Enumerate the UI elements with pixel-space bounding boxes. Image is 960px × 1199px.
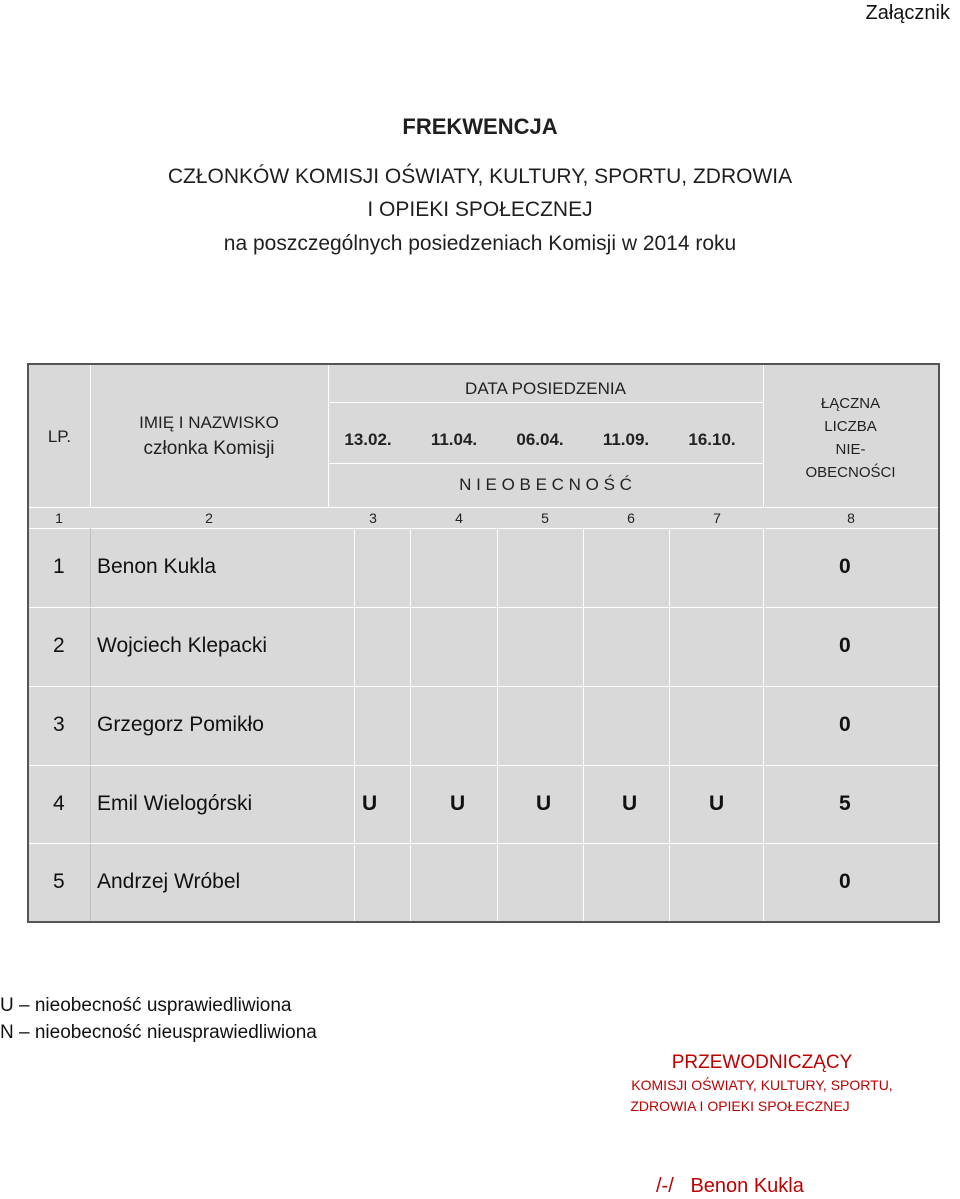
column-number-6: 6 [627,510,635,526]
absence-header: N I E O B E C N O Ś Ć [459,475,632,494]
row-4-name: Emil Wielogórski [97,792,253,815]
row-5-total: 0 [839,870,851,893]
column-number-5: 5 [541,510,549,526]
row-4-mark-2: U [450,792,466,815]
dates-header: DATA POSIEDZENIA [465,379,626,398]
total-header-line-1: ŁĄCZNA [820,395,881,412]
column-number-3: 3 [369,510,377,526]
date-1: 13.02. [344,430,392,449]
chair-committee-line-2: ZDROWIA I OPIEKI SPOŁECZNEJ [630,1098,850,1114]
attendance-table [27,363,940,923]
column-name-header-line-2: członka Komisji [143,438,275,459]
row-1-total: 0 [839,555,851,578]
document-title: FREKWENCJA [402,114,558,139]
total-header-line-4: OBECNOŚCI [805,464,896,481]
date-4: 11.09. [602,430,650,449]
date-3: 06.04. [516,430,564,449]
total-header-line-2: LICZBA [824,418,877,435]
row-3-total: 0 [839,713,851,736]
row-5-lp: 5 [53,870,65,893]
subtitle-line-3: na poszczególnych posiedzeniach Komisji w 2014 roku [223,232,737,255]
column-number-2: 2 [205,510,213,526]
date-5: 16.10. [688,430,736,449]
row-2-name: Wojciech Klepacki [97,634,268,657]
subtitle-line-1: CZŁONKÓW KOMISJI OŚWIATY, KULTURY, SPORTU, ZDROWIA [167,165,793,188]
legend-n: N – nieobecność nieusprawiedliwiona [0,1022,317,1043]
column-number-1: 1 [55,510,63,526]
row-4-lp: 4 [53,792,65,815]
row-3-lp: 3 [53,713,65,736]
row-1-name: Benon Kukla [97,555,217,578]
row-4-mark-1: U [362,792,378,815]
legend-u: U – nieobecność usprawiedliwiona [0,995,292,1016]
column-number-4: 4 [455,510,463,526]
chair-committee-line-1: KOMISJI OŚWIATY, KULTURY, SPORTU, [631,1077,893,1093]
row-4-mark-3: U [536,792,552,815]
total-header-line-3: NIE- [835,441,866,458]
column-number-7: 7 [713,510,721,526]
row-2-total: 0 [839,634,851,657]
row-3-name: Grzegorz Pomikło [97,713,264,736]
column-name-header-line-1: IMIĘ I NAZWISKO [139,413,279,432]
row-1-lp: 1 [53,555,65,578]
column-number-8: 8 [847,510,855,526]
date-2: 11.04. [430,430,478,449]
signature: /-/ Benon Kukla [656,1175,804,1197]
row-4-mark-4: U [622,792,638,815]
row-4-mark-5: U [709,792,725,815]
subtitle-line-2: I OPIEKI SPOŁECZNEJ [367,198,593,221]
row-2-lp: 2 [53,634,65,657]
attachment-label: Załącznik [865,2,950,24]
row-5-name: Andrzej Wróbel [97,870,241,893]
column-lp-header: LP. [47,427,72,446]
chair-role: PRZEWODNICZĄCY [671,1052,853,1073]
row-4-total: 5 [839,792,851,815]
